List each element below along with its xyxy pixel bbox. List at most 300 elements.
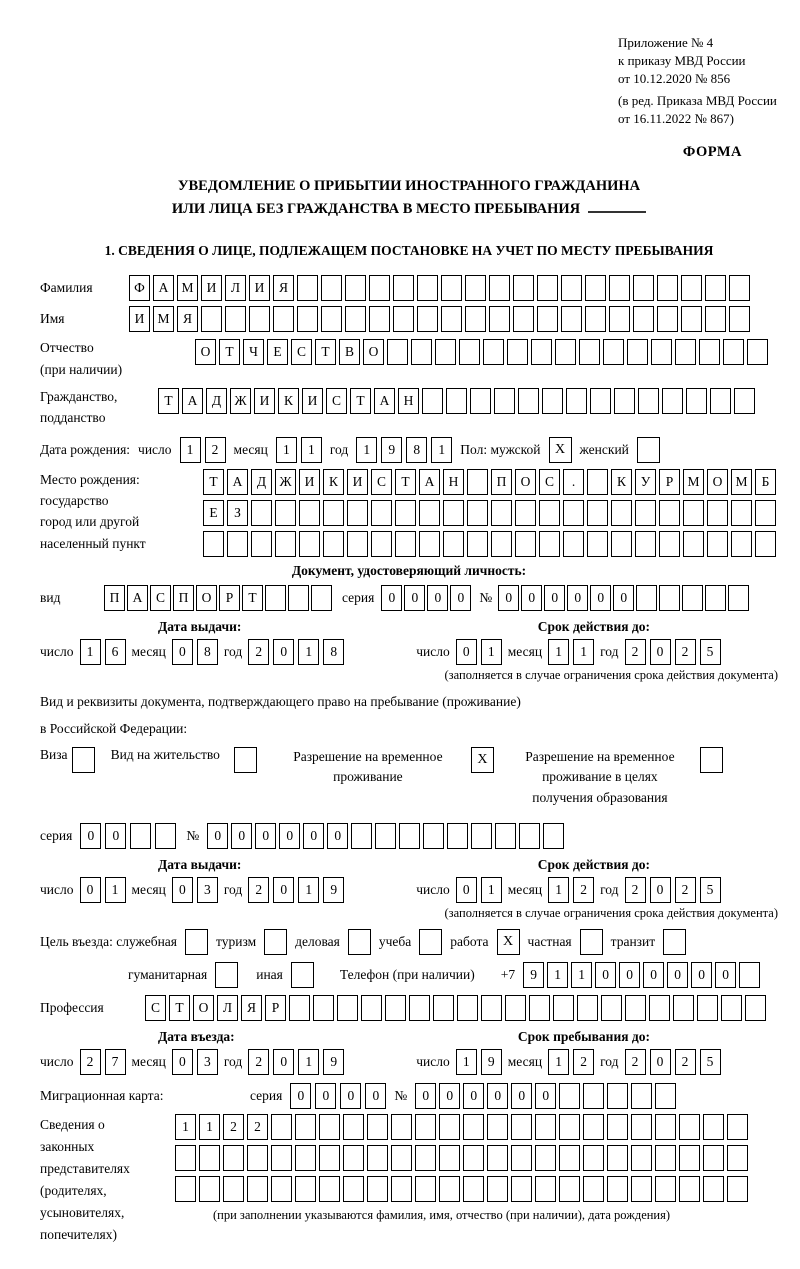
- char-cell[interactable]: [319, 1145, 340, 1171]
- char-cell[interactable]: [297, 306, 318, 332]
- char-cell[interactable]: 5: [700, 639, 721, 665]
- char-cell[interactable]: Н: [398, 388, 419, 414]
- char-cell[interactable]: [419, 500, 440, 526]
- char-cell[interactable]: [155, 823, 176, 849]
- char-cell[interactable]: [755, 531, 776, 557]
- char-cell[interactable]: [297, 275, 318, 301]
- char-cell[interactable]: [587, 500, 608, 526]
- char-cell[interactable]: [347, 531, 368, 557]
- char-cell[interactable]: 0: [567, 585, 588, 611]
- char-cell[interactable]: [727, 1114, 748, 1140]
- char-cell[interactable]: И: [249, 275, 270, 301]
- char-cell[interactable]: [625, 995, 646, 1021]
- char-cell[interactable]: [659, 531, 680, 557]
- char-cell[interactable]: [659, 500, 680, 526]
- char-cell[interactable]: 0: [619, 962, 640, 988]
- char-cell[interactable]: 0: [511, 1083, 532, 1109]
- char-cell[interactable]: 0: [327, 823, 348, 849]
- char-cell[interactable]: А: [127, 585, 148, 611]
- char-cell[interactable]: 0: [273, 639, 294, 665]
- char-cell[interactable]: [511, 1114, 532, 1140]
- char-cell[interactable]: [288, 585, 309, 611]
- char-cell[interactable]: .: [563, 469, 584, 495]
- char-cell[interactable]: Т: [315, 339, 336, 365]
- char-cell[interactable]: [343, 1176, 364, 1202]
- char-cell[interactable]: [679, 1176, 700, 1202]
- purpose-transit-checkbox[interactable]: [663, 929, 686, 955]
- char-cell[interactable]: [367, 1176, 388, 1202]
- char-cell[interactable]: [199, 1145, 220, 1171]
- char-cell[interactable]: А: [153, 275, 174, 301]
- char-cell[interactable]: [686, 388, 707, 414]
- char-cell[interactable]: И: [129, 306, 150, 332]
- char-cell[interactable]: [295, 1176, 316, 1202]
- char-cell[interactable]: [273, 306, 294, 332]
- purpose-business-checkbox[interactable]: [348, 929, 371, 955]
- char-cell[interactable]: 1: [199, 1114, 220, 1140]
- char-cell[interactable]: 1: [80, 639, 101, 665]
- char-cell[interactable]: [435, 339, 456, 365]
- char-cell[interactable]: 1: [481, 877, 502, 903]
- char-cell[interactable]: [441, 306, 462, 332]
- char-cell[interactable]: 1: [301, 437, 322, 463]
- char-cell[interactable]: 0: [450, 585, 471, 611]
- char-cell[interactable]: [391, 1145, 412, 1171]
- char-cell[interactable]: [587, 469, 608, 495]
- char-cell[interactable]: [655, 1176, 676, 1202]
- char-cell[interactable]: [683, 500, 704, 526]
- char-cell[interactable]: 0: [521, 585, 542, 611]
- char-cell[interactable]: [483, 339, 504, 365]
- char-cell[interactable]: О: [363, 339, 384, 365]
- char-cell[interactable]: [467, 500, 488, 526]
- char-cell[interactable]: 1: [548, 1049, 569, 1075]
- char-cell[interactable]: 2: [248, 877, 269, 903]
- char-cell[interactable]: [729, 275, 750, 301]
- char-cell[interactable]: Б: [755, 469, 776, 495]
- char-cell[interactable]: 2: [625, 639, 646, 665]
- sex-male-checkbox[interactable]: X: [549, 437, 572, 463]
- char-cell[interactable]: [635, 500, 656, 526]
- char-cell[interactable]: 0: [456, 639, 477, 665]
- char-cell[interactable]: 0: [172, 1049, 193, 1075]
- char-cell[interactable]: [631, 1083, 652, 1109]
- char-cell[interactable]: 1: [573, 639, 594, 665]
- char-cell[interactable]: [745, 995, 766, 1021]
- char-cell[interactable]: 2: [625, 877, 646, 903]
- char-cell[interactable]: 6: [105, 639, 126, 665]
- char-cell[interactable]: [439, 1114, 460, 1140]
- char-cell[interactable]: 0: [404, 585, 425, 611]
- char-cell[interactable]: [583, 1145, 604, 1171]
- char-cell[interactable]: [747, 339, 768, 365]
- char-cell[interactable]: А: [374, 388, 395, 414]
- char-cell[interactable]: 2: [625, 1049, 646, 1075]
- char-cell[interactable]: 0: [315, 1083, 336, 1109]
- char-cell[interactable]: [631, 1114, 652, 1140]
- char-cell[interactable]: [446, 388, 467, 414]
- char-cell[interactable]: [515, 531, 536, 557]
- char-cell[interactable]: [345, 306, 366, 332]
- char-cell[interactable]: [707, 531, 728, 557]
- char-cell[interactable]: [299, 531, 320, 557]
- char-cell[interactable]: [321, 275, 342, 301]
- char-cell[interactable]: 0: [231, 823, 252, 849]
- char-cell[interactable]: [319, 1176, 340, 1202]
- char-cell[interactable]: 0: [463, 1083, 484, 1109]
- char-cell[interactable]: 1: [571, 962, 592, 988]
- char-cell[interactable]: Д: [251, 469, 272, 495]
- char-cell[interactable]: [609, 306, 630, 332]
- char-cell[interactable]: [399, 823, 420, 849]
- char-cell[interactable]: 2: [675, 1049, 696, 1075]
- char-cell[interactable]: [225, 306, 246, 332]
- char-cell[interactable]: [518, 388, 539, 414]
- char-cell[interactable]: О: [707, 469, 728, 495]
- char-cell[interactable]: [361, 995, 382, 1021]
- char-cell[interactable]: [631, 1145, 652, 1171]
- char-cell[interactable]: [633, 306, 654, 332]
- char-cell[interactable]: [463, 1114, 484, 1140]
- char-cell[interactable]: [371, 531, 392, 557]
- char-cell[interactable]: [385, 995, 406, 1021]
- char-cell[interactable]: [249, 306, 270, 332]
- char-cell[interactable]: [443, 500, 464, 526]
- char-cell[interactable]: [649, 995, 670, 1021]
- char-cell[interactable]: [607, 1145, 628, 1171]
- char-cell[interactable]: [607, 1083, 628, 1109]
- char-cell[interactable]: Ж: [230, 388, 251, 414]
- char-cell[interactable]: 9: [481, 1049, 502, 1075]
- char-cell[interactable]: 1: [180, 437, 201, 463]
- char-cell[interactable]: [535, 1114, 556, 1140]
- char-cell[interactable]: [673, 995, 694, 1021]
- char-cell[interactable]: [555, 339, 576, 365]
- char-cell[interactable]: М: [177, 275, 198, 301]
- char-cell[interactable]: [391, 1114, 412, 1140]
- char-cell[interactable]: [563, 531, 584, 557]
- char-cell[interactable]: [539, 500, 560, 526]
- char-cell[interactable]: [487, 1176, 508, 1202]
- char-cell[interactable]: [697, 995, 718, 1021]
- char-cell[interactable]: [559, 1083, 580, 1109]
- char-cell[interactable]: [705, 585, 726, 611]
- char-cell[interactable]: [323, 500, 344, 526]
- char-cell[interactable]: [201, 306, 222, 332]
- char-cell[interactable]: [728, 585, 749, 611]
- char-cell[interactable]: Я: [273, 275, 294, 301]
- char-cell[interactable]: [275, 500, 296, 526]
- char-cell[interactable]: 3: [197, 877, 218, 903]
- char-cell[interactable]: 9: [323, 1049, 344, 1075]
- char-cell[interactable]: [590, 388, 611, 414]
- char-cell[interactable]: П: [104, 585, 125, 611]
- char-cell[interactable]: [271, 1145, 292, 1171]
- char-cell[interactable]: [601, 995, 622, 1021]
- char-cell[interactable]: 0: [427, 585, 448, 611]
- char-cell[interactable]: [494, 388, 515, 414]
- char-cell[interactable]: 0: [590, 585, 611, 611]
- char-cell[interactable]: [585, 306, 606, 332]
- char-cell[interactable]: 2: [247, 1114, 268, 1140]
- char-cell[interactable]: [465, 306, 486, 332]
- char-cell[interactable]: [443, 531, 464, 557]
- purpose-tourism-checkbox[interactable]: [264, 929, 287, 955]
- char-cell[interactable]: [553, 995, 574, 1021]
- char-cell[interactable]: 9: [381, 437, 402, 463]
- char-cell[interactable]: К: [278, 388, 299, 414]
- char-cell[interactable]: 0: [105, 823, 126, 849]
- char-cell[interactable]: Е: [203, 500, 224, 526]
- char-cell[interactable]: [535, 1145, 556, 1171]
- char-cell[interactable]: [566, 388, 587, 414]
- char-cell[interactable]: [675, 339, 696, 365]
- char-cell[interactable]: [681, 275, 702, 301]
- char-cell[interactable]: 8: [406, 437, 427, 463]
- char-cell[interactable]: И: [201, 275, 222, 301]
- visa-checkbox[interactable]: [72, 747, 95, 773]
- char-cell[interactable]: [537, 275, 558, 301]
- char-cell[interactable]: В: [339, 339, 360, 365]
- char-cell[interactable]: [265, 585, 286, 611]
- char-cell[interactable]: 2: [248, 1049, 269, 1075]
- char-cell[interactable]: 0: [595, 962, 616, 988]
- char-cell[interactable]: [511, 1145, 532, 1171]
- char-cell[interactable]: 9: [323, 877, 344, 903]
- char-cell[interactable]: [627, 339, 648, 365]
- char-cell[interactable]: [271, 1176, 292, 1202]
- char-cell[interactable]: [705, 306, 726, 332]
- purpose-humanitarian-checkbox[interactable]: [215, 962, 238, 988]
- char-cell[interactable]: [651, 339, 672, 365]
- char-cell[interactable]: [535, 1176, 556, 1202]
- char-cell[interactable]: [583, 1114, 604, 1140]
- char-cell[interactable]: [513, 275, 534, 301]
- char-cell[interactable]: М: [683, 469, 704, 495]
- char-cell[interactable]: Т: [219, 339, 240, 365]
- temp-residence-education-checkbox[interactable]: [700, 747, 723, 773]
- char-cell[interactable]: 2: [573, 1049, 594, 1075]
- char-cell[interactable]: [321, 306, 342, 332]
- char-cell[interactable]: 0: [381, 585, 402, 611]
- char-cell[interactable]: 0: [290, 1083, 311, 1109]
- char-cell[interactable]: [175, 1176, 196, 1202]
- char-cell[interactable]: [727, 1145, 748, 1171]
- char-cell[interactable]: [585, 275, 606, 301]
- char-cell[interactable]: [707, 500, 728, 526]
- char-cell[interactable]: 0: [340, 1083, 361, 1109]
- char-cell[interactable]: Н: [443, 469, 464, 495]
- char-cell[interactable]: [465, 275, 486, 301]
- char-cell[interactable]: 1: [356, 437, 377, 463]
- char-cell[interactable]: [337, 995, 358, 1021]
- char-cell[interactable]: [511, 1176, 532, 1202]
- char-cell[interactable]: [577, 995, 598, 1021]
- purpose-other-checkbox[interactable]: [291, 962, 314, 988]
- char-cell[interactable]: 5: [700, 877, 721, 903]
- char-cell[interactable]: [710, 388, 731, 414]
- char-cell[interactable]: [529, 995, 550, 1021]
- char-cell[interactable]: [489, 275, 510, 301]
- char-cell[interactable]: 1: [298, 877, 319, 903]
- char-cell[interactable]: [395, 500, 416, 526]
- char-cell[interactable]: Т: [242, 585, 263, 611]
- char-cell[interactable]: [311, 585, 332, 611]
- char-cell[interactable]: [175, 1145, 196, 1171]
- char-cell[interactable]: 0: [255, 823, 276, 849]
- char-cell[interactable]: [439, 1145, 460, 1171]
- char-cell[interactable]: 2: [80, 1049, 101, 1075]
- char-cell[interactable]: 0: [667, 962, 688, 988]
- char-cell[interactable]: П: [173, 585, 194, 611]
- char-cell[interactable]: [519, 823, 540, 849]
- char-cell[interactable]: 0: [650, 639, 671, 665]
- char-cell[interactable]: О: [195, 339, 216, 365]
- char-cell[interactable]: [531, 339, 552, 365]
- char-cell[interactable]: [559, 1176, 580, 1202]
- char-cell[interactable]: [470, 388, 491, 414]
- char-cell[interactable]: 0: [415, 1083, 436, 1109]
- char-cell[interactable]: [636, 585, 657, 611]
- char-cell[interactable]: 0: [544, 585, 565, 611]
- char-cell[interactable]: [417, 275, 438, 301]
- char-cell[interactable]: [439, 1176, 460, 1202]
- char-cell[interactable]: [467, 469, 488, 495]
- char-cell[interactable]: 0: [643, 962, 664, 988]
- char-cell[interactable]: [505, 995, 526, 1021]
- char-cell[interactable]: [457, 995, 478, 1021]
- char-cell[interactable]: Р: [219, 585, 240, 611]
- char-cell[interactable]: 0: [456, 877, 477, 903]
- char-cell[interactable]: З: [227, 500, 248, 526]
- char-cell[interactable]: 0: [172, 877, 193, 903]
- char-cell[interactable]: 2: [573, 877, 594, 903]
- char-cell[interactable]: [587, 531, 608, 557]
- char-cell[interactable]: [375, 823, 396, 849]
- char-cell[interactable]: [487, 1114, 508, 1140]
- char-cell[interactable]: [721, 995, 742, 1021]
- char-cell[interactable]: [561, 306, 582, 332]
- char-cell[interactable]: [563, 500, 584, 526]
- char-cell[interactable]: [247, 1145, 268, 1171]
- char-cell[interactable]: [631, 1176, 652, 1202]
- char-cell[interactable]: [583, 1083, 604, 1109]
- char-cell[interactable]: И: [299, 469, 320, 495]
- char-cell[interactable]: 3: [197, 1049, 218, 1075]
- char-cell[interactable]: [679, 1114, 700, 1140]
- char-cell[interactable]: [539, 531, 560, 557]
- char-cell[interactable]: [537, 306, 558, 332]
- char-cell[interactable]: [559, 1145, 580, 1171]
- char-cell[interactable]: [507, 339, 528, 365]
- char-cell[interactable]: [395, 531, 416, 557]
- char-cell[interactable]: [683, 531, 704, 557]
- temp-residence-checkbox[interactable]: X: [471, 747, 494, 773]
- char-cell[interactable]: Е: [267, 339, 288, 365]
- char-cell[interactable]: [319, 1114, 340, 1140]
- char-cell[interactable]: Л: [217, 995, 238, 1021]
- char-cell[interactable]: 1: [547, 962, 568, 988]
- char-cell[interactable]: [655, 1083, 676, 1109]
- char-cell[interactable]: 1: [481, 639, 502, 665]
- char-cell[interactable]: 0: [650, 877, 671, 903]
- char-cell[interactable]: С: [326, 388, 347, 414]
- char-cell[interactable]: [289, 995, 310, 1021]
- purpose-private-checkbox[interactable]: [580, 929, 603, 955]
- char-cell[interactable]: Ч: [243, 339, 264, 365]
- char-cell[interactable]: [739, 962, 760, 988]
- char-cell[interactable]: [703, 1145, 724, 1171]
- char-cell[interactable]: [351, 823, 372, 849]
- char-cell[interactable]: [611, 500, 632, 526]
- char-cell[interactable]: [723, 339, 744, 365]
- char-cell[interactable]: [422, 388, 443, 414]
- char-cell[interactable]: Т: [169, 995, 190, 1021]
- char-cell[interactable]: 1: [431, 437, 452, 463]
- char-cell[interactable]: [679, 1145, 700, 1171]
- char-cell[interactable]: [491, 500, 512, 526]
- char-cell[interactable]: 1: [548, 877, 569, 903]
- char-cell[interactable]: [681, 306, 702, 332]
- char-cell[interactable]: 0: [172, 639, 193, 665]
- char-cell[interactable]: [705, 275, 726, 301]
- char-cell[interactable]: [729, 306, 750, 332]
- char-cell[interactable]: [345, 275, 366, 301]
- char-cell[interactable]: 5: [700, 1049, 721, 1075]
- char-cell[interactable]: 0: [691, 962, 712, 988]
- char-cell[interactable]: 2: [248, 639, 269, 665]
- char-cell[interactable]: [481, 995, 502, 1021]
- char-cell[interactable]: [463, 1145, 484, 1171]
- purpose-study-checkbox[interactable]: [419, 929, 442, 955]
- char-cell[interactable]: [655, 1145, 676, 1171]
- char-cell[interactable]: А: [182, 388, 203, 414]
- char-cell[interactable]: Т: [158, 388, 179, 414]
- char-cell[interactable]: 0: [487, 1083, 508, 1109]
- char-cell[interactable]: [614, 388, 635, 414]
- char-cell[interactable]: [369, 306, 390, 332]
- char-cell[interactable]: [441, 275, 462, 301]
- char-cell[interactable]: Д: [206, 388, 227, 414]
- char-cell[interactable]: [295, 1145, 316, 1171]
- char-cell[interactable]: 2: [223, 1114, 244, 1140]
- char-cell[interactable]: 0: [80, 823, 101, 849]
- char-cell[interactable]: [447, 823, 468, 849]
- char-cell[interactable]: [343, 1114, 364, 1140]
- char-cell[interactable]: И: [347, 469, 368, 495]
- char-cell[interactable]: С: [539, 469, 560, 495]
- char-cell[interactable]: 1: [276, 437, 297, 463]
- char-cell[interactable]: [487, 1145, 508, 1171]
- char-cell[interactable]: [662, 388, 683, 414]
- char-cell[interactable]: М: [731, 469, 752, 495]
- char-cell[interactable]: [471, 823, 492, 849]
- char-cell[interactable]: [415, 1176, 436, 1202]
- char-cell[interactable]: 1: [548, 639, 569, 665]
- char-cell[interactable]: [659, 585, 680, 611]
- purpose-work-checkbox[interactable]: X: [497, 929, 520, 955]
- char-cell[interactable]: [415, 1145, 436, 1171]
- residence-permit-checkbox[interactable]: [234, 747, 257, 773]
- char-cell[interactable]: [731, 531, 752, 557]
- char-cell[interactable]: 0: [80, 877, 101, 903]
- char-cell[interactable]: [463, 1176, 484, 1202]
- char-cell[interactable]: С: [371, 469, 392, 495]
- char-cell[interactable]: У: [635, 469, 656, 495]
- char-cell[interactable]: [391, 1176, 412, 1202]
- char-cell[interactable]: [655, 1114, 676, 1140]
- char-cell[interactable]: 0: [207, 823, 228, 849]
